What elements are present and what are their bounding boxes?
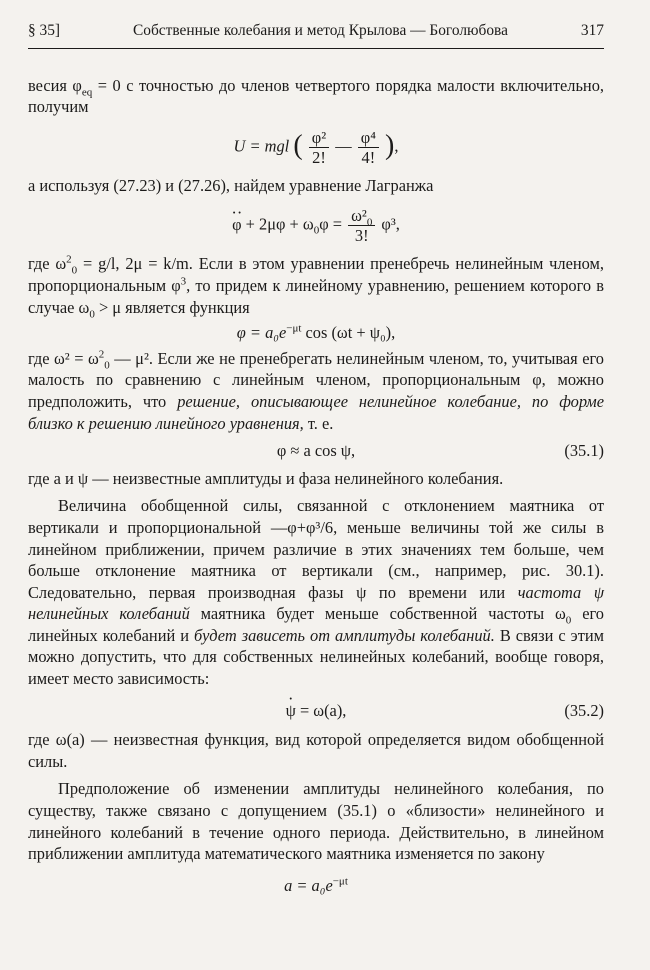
equation-lagrange: φ ·· + $2\mu\varphi + \omega_0\varphi$ = $\frac{\omega^2_0}{3!}$ φ³,	[28, 206, 604, 245]
paragraph-7: где ω(a) — неизвестная функция, вид которой определяется видом обобщенной силы.	[28, 730, 604, 771]
equation-35-1: φ ≈ a cos ψ, (35.1)	[276, 441, 604, 461]
equation-potential: U = mgl ( $\frac{\text{φ²}}{2!}$ — $\frac{\text{φ⁴}}{4!}$ ),	[233, 127, 399, 167]
header-title: Собственные колебания и метод Крылова — Боголюбова	[133, 22, 508, 39]
paragraph-1: весия $\varphi_{eq} = 0$ с точностью до членов четвертого порядка малости включительно, получим	[28, 75, 604, 117]
book-page	[28, 20, 604, 904]
paragraph-2: а используя (27.23) и (27.26), найдем уравнение Лагранжа	[28, 175, 434, 195]
paragraph-3: где $\omega^2_0 = g/l$, 2μ = k/m. Если в этом уравнении пренебречь нелинейным членом, пропорциональным $\varphi^3$, то придем к линейному уравнению, решением которого в случае $\omega_0 > \mu$ является функция	[28, 253, 605, 320]
paragraph-8: Предположение об изменении амплитуды нелинейного колебания, по существу, также связано с допущением (35.1) о «близости» нелинейного и линейного колебаний в течение одного периода. Действительно, в линейном приближении амплитуда математического маятника изменяется по закону	[28, 779, 604, 864]
page-number: 317	[580, 22, 604, 39]
equation-35-2: ψ · = ω(a), (35.2)	[28, 700, 604, 722]
paragraph-6: Величина обобщенной силы, связанной с отклонением маятника от вертикали и пропорциональной —φ+φ³/6, меньше величины той же силы в линейном приближении, причем различие в этих значениях тем больше, чем больше отклонение маятника от вертикали (см., например, рис. 30.1). Следовательно, первая производная фазы ψ по времени или частота ψ нелинейных колебаний маятника будет меньше собственной частоты $\omega_0$ его линейных колебаний и будет зависеть от амплитуды колебаний. В связи с этим можно допустить, что для собственных нелинейных колебаний, вообще говоря, имеет место зависимость:	[28, 496, 604, 689]
running-header	[28, 20, 604, 49]
equation-amplitude: $a = a_0e^{-\mu t}$	[284, 875, 348, 895]
paragraph-5: где a и ψ — неизвестные амплитуды и фаза нелинейного колебания.	[28, 468, 504, 488]
equation-number-35-2: (35.2)	[564, 700, 604, 720]
section-mark: § 35]	[28, 22, 61, 39]
equation-linear-solution: $\varphi = a_0e^{-\mu t}$ cos (ωt + ψ₀),	[236, 322, 396, 343]
paragraph-4: где $\omega^2 = \omega^2_0$ — μ². Если же не пренебрегать нелинейным членом, то, учитывая его малость по сравнению с линейным членом, пропорциональным φ, можно предположить, что решение, описывающее нелинейное колебание, по форме близко к решению линейного уравнения, т. е.	[28, 348, 604, 433]
equation-number-35-1: (35.1)	[564, 441, 604, 461]
